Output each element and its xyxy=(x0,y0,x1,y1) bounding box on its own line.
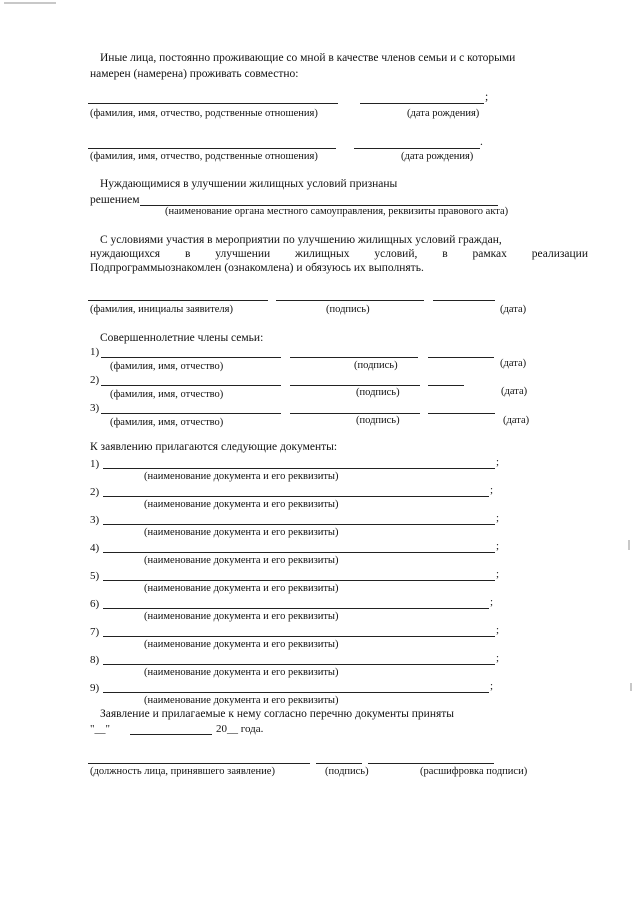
household-birthdate-field-1[interactable] xyxy=(360,103,484,104)
document-caption: (наименование документа и его реквизиты) xyxy=(144,499,339,510)
household-birthdate-caption-2: (дата рождения) xyxy=(401,151,474,162)
acceptance-day-field[interactable]: "__" xyxy=(90,723,110,735)
adult-member-date-caption: (дата) xyxy=(500,358,527,369)
document-caption: (наименование документа и его реквизиты) xyxy=(144,527,339,538)
acceptance-month-field[interactable] xyxy=(130,734,212,735)
document-caption: (наименование документа и его реквизиты) xyxy=(144,583,339,594)
document-line-end: ; xyxy=(490,484,494,496)
adult-member-name-field[interactable] xyxy=(101,385,281,386)
household-name-field-2[interactable] xyxy=(88,148,336,149)
document-caption: (наименование документа и его реквизиты) xyxy=(144,471,339,482)
needy-recognition-line: Нуждающимися в улучшении жилищных условий признаны xyxy=(100,178,398,190)
document-line-end: ; xyxy=(490,596,494,608)
household-name-field-1[interactable] xyxy=(88,103,338,104)
attached-documents-heading: К заявлению прилагаются следующие документы: xyxy=(90,441,338,453)
adult-member-signature-caption: (подпись) xyxy=(354,360,398,371)
household-intro-line1: Иные лица, постоянно проживающие со мной в качестве членов семьи и с которыми xyxy=(100,52,516,64)
document-line-end: ; xyxy=(496,652,500,664)
document-number: 8) xyxy=(90,654,100,666)
applicant-name-caption: (фамилия, инициалы заявителя) xyxy=(90,304,233,315)
adult-members-heading: Совершеннолетние члены семьи: xyxy=(100,332,264,344)
conditions-word: в xyxy=(184,248,191,260)
applicant-signature-field[interactable] xyxy=(276,300,424,301)
conditions-word: рамках xyxy=(472,248,507,260)
conditions-line2 xyxy=(90,248,588,261)
adult-member-signature-field[interactable] xyxy=(290,385,420,386)
document-line-end: ; xyxy=(496,540,500,552)
document-number: 1) xyxy=(90,458,100,470)
document-line-end: ; xyxy=(496,456,500,468)
adult-member-signature-field[interactable] xyxy=(290,413,420,414)
adult-member-number: 2) xyxy=(90,374,100,386)
adult-member-name-caption: (фамилия, имя, отчество) xyxy=(110,361,224,372)
adult-member-number: 3) xyxy=(90,402,100,414)
document-name-field[interactable] xyxy=(103,608,489,609)
household-field-2-end: . xyxy=(480,136,483,148)
adult-member-number: 1) xyxy=(90,346,100,358)
document-name-field[interactable] xyxy=(103,552,495,553)
document-number: 6) xyxy=(90,598,100,610)
document-line-end: ; xyxy=(496,568,500,580)
scan-artifact-right-edge-lower xyxy=(630,683,632,691)
applicant-signature-caption: (подпись) xyxy=(326,304,370,315)
adult-member-name-field[interactable] xyxy=(101,357,281,358)
scan-artifact-right-edge xyxy=(628,540,630,550)
conditions-line3: Подпрограммыознакомлен (ознакомлена) и обязуюсь их выполнять. xyxy=(90,262,424,274)
adult-member-signature-field[interactable] xyxy=(290,357,418,358)
household-name-caption-1: (фамилия, имя, отчество, родственные отношения) xyxy=(90,108,318,119)
adult-member-date-field[interactable] xyxy=(428,357,494,358)
conditions-word: жилищных xyxy=(295,248,350,260)
official-position-caption: (должность лица, принявшего заявление) xyxy=(90,766,275,777)
document-caption: (наименование документа и его реквизиты) xyxy=(144,555,339,566)
household-birthdate-caption-1: (дата рождения) xyxy=(407,108,480,119)
acceptance-line: Заявление и прилагаемые к нему согласно перечню документы приняты xyxy=(100,708,455,720)
adult-member-signature-caption: (подпись) xyxy=(356,415,400,426)
document-name-field[interactable] xyxy=(103,468,495,469)
adult-member-name-field[interactable] xyxy=(101,413,281,414)
household-name-caption-2: (фамилия, имя, отчество, родственные отношения) xyxy=(90,151,318,162)
adult-member-date-field[interactable] xyxy=(428,385,464,386)
household-field-1-end: ; xyxy=(485,91,489,103)
document-number: 3) xyxy=(90,514,100,526)
decision-authority-caption: (наименование органа местного самоуправления, реквизиты правового акта) xyxy=(165,206,509,217)
adult-member-name-caption: (фамилия, имя, отчество) xyxy=(110,389,224,400)
document-number: 5) xyxy=(90,570,100,582)
adult-member-date-caption: (дата) xyxy=(503,415,530,426)
document-caption: (наименование документа и его реквизиты) xyxy=(144,611,339,622)
conditions-word: условий, xyxy=(374,248,418,260)
acceptance-year-field[interactable]: 20__ года. xyxy=(216,723,264,735)
official-decode-field[interactable] xyxy=(368,763,494,764)
document-name-field[interactable] xyxy=(103,496,489,497)
adult-member-signature-caption: (подпись) xyxy=(356,387,400,398)
conditions-word: улучшении xyxy=(215,248,271,260)
document-number: 2) xyxy=(90,486,100,498)
scan-artifact-top-left xyxy=(4,2,56,4)
official-signature-field[interactable] xyxy=(316,763,362,764)
applicant-date-caption: (дата) xyxy=(500,304,527,315)
applicant-date-field[interactable] xyxy=(433,300,495,301)
conditions-word: нуждающихся xyxy=(90,248,161,260)
document-number: 4) xyxy=(90,542,100,554)
official-signature-caption: (подпись) xyxy=(325,766,369,777)
document-caption: (наименование документа и его реквизиты) xyxy=(144,667,339,678)
applicant-name-field[interactable] xyxy=(88,300,268,301)
document-caption: (наименование документа и его реквизиты) xyxy=(144,695,339,706)
document-number: 7) xyxy=(90,626,100,638)
decision-label: решением xyxy=(90,194,140,206)
document-name-field[interactable] xyxy=(103,580,495,581)
document-name-field[interactable] xyxy=(103,692,489,693)
conditions-word: в xyxy=(442,248,448,260)
document-line-end: ; xyxy=(496,624,500,636)
adult-member-date-field[interactable] xyxy=(428,413,495,414)
document-name-field[interactable] xyxy=(103,636,495,637)
document-caption: (наименование документа и его реквизиты) xyxy=(144,639,339,650)
household-intro-line2: намерен (намерена) проживать совместно: xyxy=(90,68,299,80)
household-birthdate-field-2[interactable] xyxy=(354,148,480,149)
document-line-end: ; xyxy=(496,512,500,524)
document-number: 9) xyxy=(90,682,100,694)
document-name-field[interactable] xyxy=(103,664,495,665)
document-name-field[interactable] xyxy=(103,524,495,525)
conditions-word: реализации xyxy=(531,248,588,260)
adult-member-date-caption: (дата) xyxy=(501,386,528,397)
adult-member-name-caption: (фамилия, имя, отчество) xyxy=(110,417,224,428)
official-decode-caption: (расшифровка подписи) xyxy=(420,766,528,777)
document-line-end: ; xyxy=(490,680,494,692)
official-position-field[interactable] xyxy=(88,763,310,764)
conditions-line1: С условиями участия в мероприятии по улучшению жилищных условий граждан, xyxy=(100,234,502,246)
